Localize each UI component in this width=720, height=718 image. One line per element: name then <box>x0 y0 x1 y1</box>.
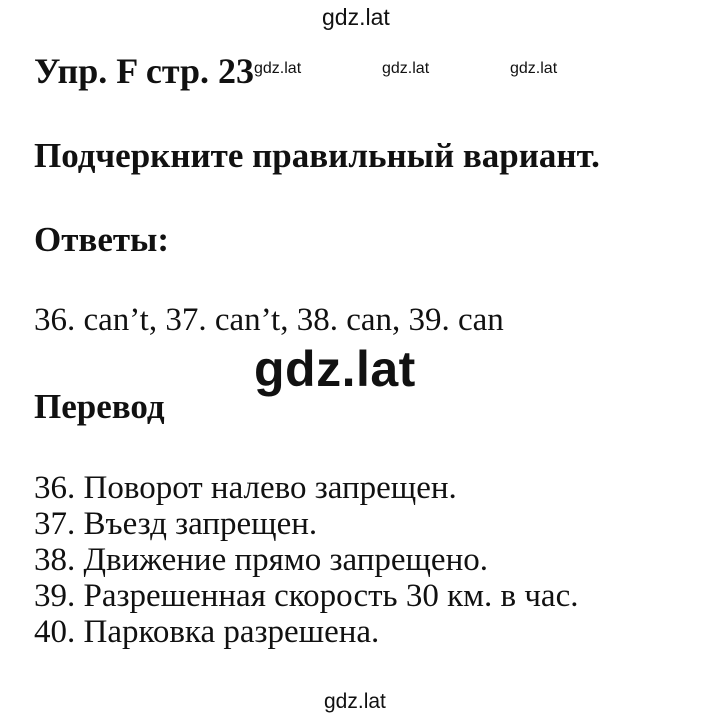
answers-heading: Ответы: <box>34 220 170 259</box>
answers-text: 36. can’t, 37. can’t, 38. can, 39. can <box>34 302 504 338</box>
translation-line: 39. Разрешенная скорость 30 км. в час. <box>34 578 579 614</box>
watermark-small-3: gdz.lat <box>510 60 558 77</box>
translation-line: 36. Поворот налево запрещен. <box>34 470 457 506</box>
watermark-small-2: gdz.lat <box>382 60 430 77</box>
watermark-small-1: gdz.lat <box>254 60 302 77</box>
task-instruction: Подчеркните правильный вариант. <box>34 136 600 175</box>
translation-heading: Перевод <box>34 387 165 426</box>
translation-list <box>34 470 578 650</box>
watermark-bottom: gdz.lat <box>324 690 386 713</box>
exercise-title: Упр. F стр. 23 <box>34 51 255 91</box>
watermark-big: gdz.lat <box>254 341 416 397</box>
translation-line: 38. Движение прямо запрещено. <box>34 542 488 578</box>
translation-line: 37. Въезд запрещен. <box>34 506 318 542</box>
watermark-top: gdz.lat <box>322 4 390 30</box>
translation-line: 40. Парковка разрешена. <box>34 614 380 650</box>
